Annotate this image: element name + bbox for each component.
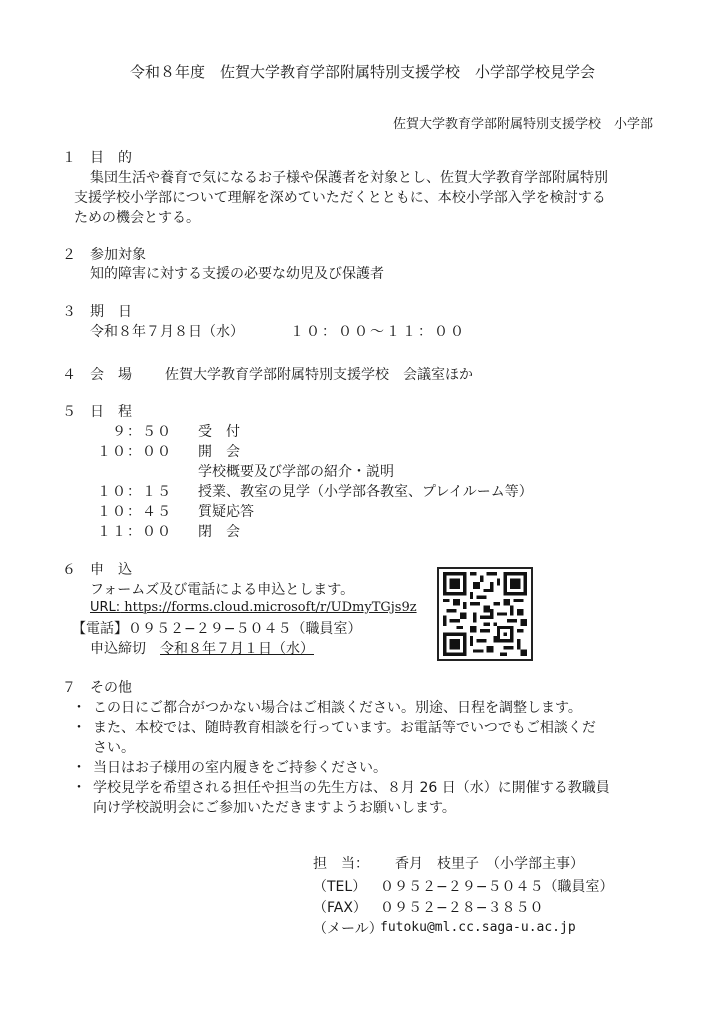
application-deadline-row bbox=[90, 641, 314, 657]
other-note-1: この日にご都合がつかない場合はご相談ください。別途、日程を調整します。 bbox=[93, 700, 582, 716]
application-method: フォームズ及び電話による申込とします。 bbox=[90, 582, 355, 598]
contact-mail[interactable]: futoku@ml.cc.saga-u.ac.jp bbox=[380, 920, 576, 935]
section-heading-other: その他 bbox=[90, 680, 132, 696]
purpose-line-3: ための機会とする。 bbox=[74, 210, 200, 226]
section-number-venue: ４ bbox=[62, 367, 76, 383]
application-url-row bbox=[90, 601, 417, 616]
section-number-target: ２ bbox=[62, 247, 76, 263]
section-number-date: ３ bbox=[62, 304, 76, 320]
purpose-line-1: 集団生活や養育で気になるお子様や保護者を対象とし、佐賀大学教育学部附属特別 bbox=[90, 170, 608, 186]
contact-mail-label: （メール） bbox=[313, 921, 383, 937]
other-note-4-line-2: 向け学校説明会にご参加いただきますようお願いします。 bbox=[93, 800, 456, 816]
section-heading-schedule: 日 程 bbox=[90, 404, 132, 420]
bullet-mark: ・ bbox=[72, 720, 86, 736]
bullet-mark: ・ bbox=[72, 780, 86, 796]
contact-person: 香月 枝里子 （小学部主事） bbox=[395, 856, 584, 872]
event-date: 令和８年７月８日（水） bbox=[90, 324, 244, 340]
schedule-desc: 学校概要及び学部の紹介・説明 bbox=[198, 464, 394, 480]
section-number-schedule: ５ bbox=[62, 404, 76, 420]
page-title: 令和８年度 佐賀大学教育学部附属特別支援学校 小学部学校見学会 bbox=[129, 63, 595, 81]
contact-person-label: 担 当： bbox=[313, 856, 369, 872]
bullet-mark: ・ bbox=[72, 700, 86, 716]
purpose-line-2: 支援学校小学部について理解を深めていただくとともに、本校小学部入学を検討する bbox=[74, 190, 606, 206]
contact-fax: ０９５２−２８−３８５０ bbox=[380, 900, 544, 916]
section-heading-venue: 会 場 bbox=[90, 367, 132, 383]
event-time: １０：００〜１１：００ bbox=[290, 324, 466, 340]
section-number-application: ６ bbox=[62, 562, 76, 578]
contact-tel-label: （TEL） bbox=[313, 879, 367, 895]
schedule-time: １０：００ bbox=[97, 444, 172, 460]
section-heading-date: 期 日 bbox=[90, 304, 132, 320]
application-url-link[interactable]: https://forms.cloud.microsoft/r/UDmyTGjs9z bbox=[120, 600, 417, 615]
schedule-desc: 質疑応答 bbox=[198, 504, 254, 520]
application-phone: 【電話】０９５２−２９−５０４５（職員室） bbox=[72, 621, 362, 637]
section-number-purpose: １ bbox=[62, 150, 76, 166]
schedule-desc: 開 会 bbox=[198, 444, 240, 460]
contact-tel: ０９５２−２９−５０４５（職員室） bbox=[380, 879, 614, 895]
contact-fax-label: （FAX） bbox=[313, 900, 367, 916]
other-note-3: 当日はお子様用の室内履きをご持参ください。 bbox=[93, 760, 387, 776]
schedule-time: １０：４５ bbox=[97, 504, 172, 520]
schedule-time: ９：５０ bbox=[112, 424, 172, 440]
section-heading-target: 参加対象 bbox=[90, 247, 146, 263]
target-text: 知的障害に対する支援の必要な幼児及び保護者 bbox=[90, 266, 384, 282]
deadline-date: 令和８年７月１日（水） bbox=[160, 641, 314, 657]
other-note-2-line-2: さい。 bbox=[93, 740, 135, 756]
bullet-mark: ・ bbox=[72, 760, 86, 776]
url-label: URL: bbox=[90, 600, 121, 615]
section-heading-purpose: 目 的 bbox=[90, 150, 132, 166]
schedule-desc: 閉 会 bbox=[198, 524, 240, 540]
schedule-time: １０：１５ bbox=[97, 484, 172, 500]
schedule-time: １１：００ bbox=[97, 524, 172, 540]
other-note-2-line-1: また、本校では、随時教育相談を行っています。お電話等でいつでもご相談くだ bbox=[93, 720, 596, 736]
organization-name: 佐賀大学教育学部附属特別支援学校 小学部 bbox=[392, 117, 653, 132]
schedule-desc: 受 付 bbox=[198, 424, 240, 440]
deadline-label: 申込締切 bbox=[90, 641, 160, 657]
qr-code-icon bbox=[437, 567, 533, 661]
venue-text: 佐賀大学教育学部附属特別支援学校 会議室ほか bbox=[165, 367, 473, 383]
schedule-desc: 授業、教室の見学（小学部各教室、プレイルーム等） bbox=[198, 484, 533, 500]
section-heading-application: 申 込 bbox=[90, 562, 132, 578]
section-number-other: ７ bbox=[62, 680, 76, 696]
other-note-4-line-1: 学校見学を希望される担任や担当の先生方は、８月 26 日（水）に開催する教職員 bbox=[93, 780, 610, 796]
